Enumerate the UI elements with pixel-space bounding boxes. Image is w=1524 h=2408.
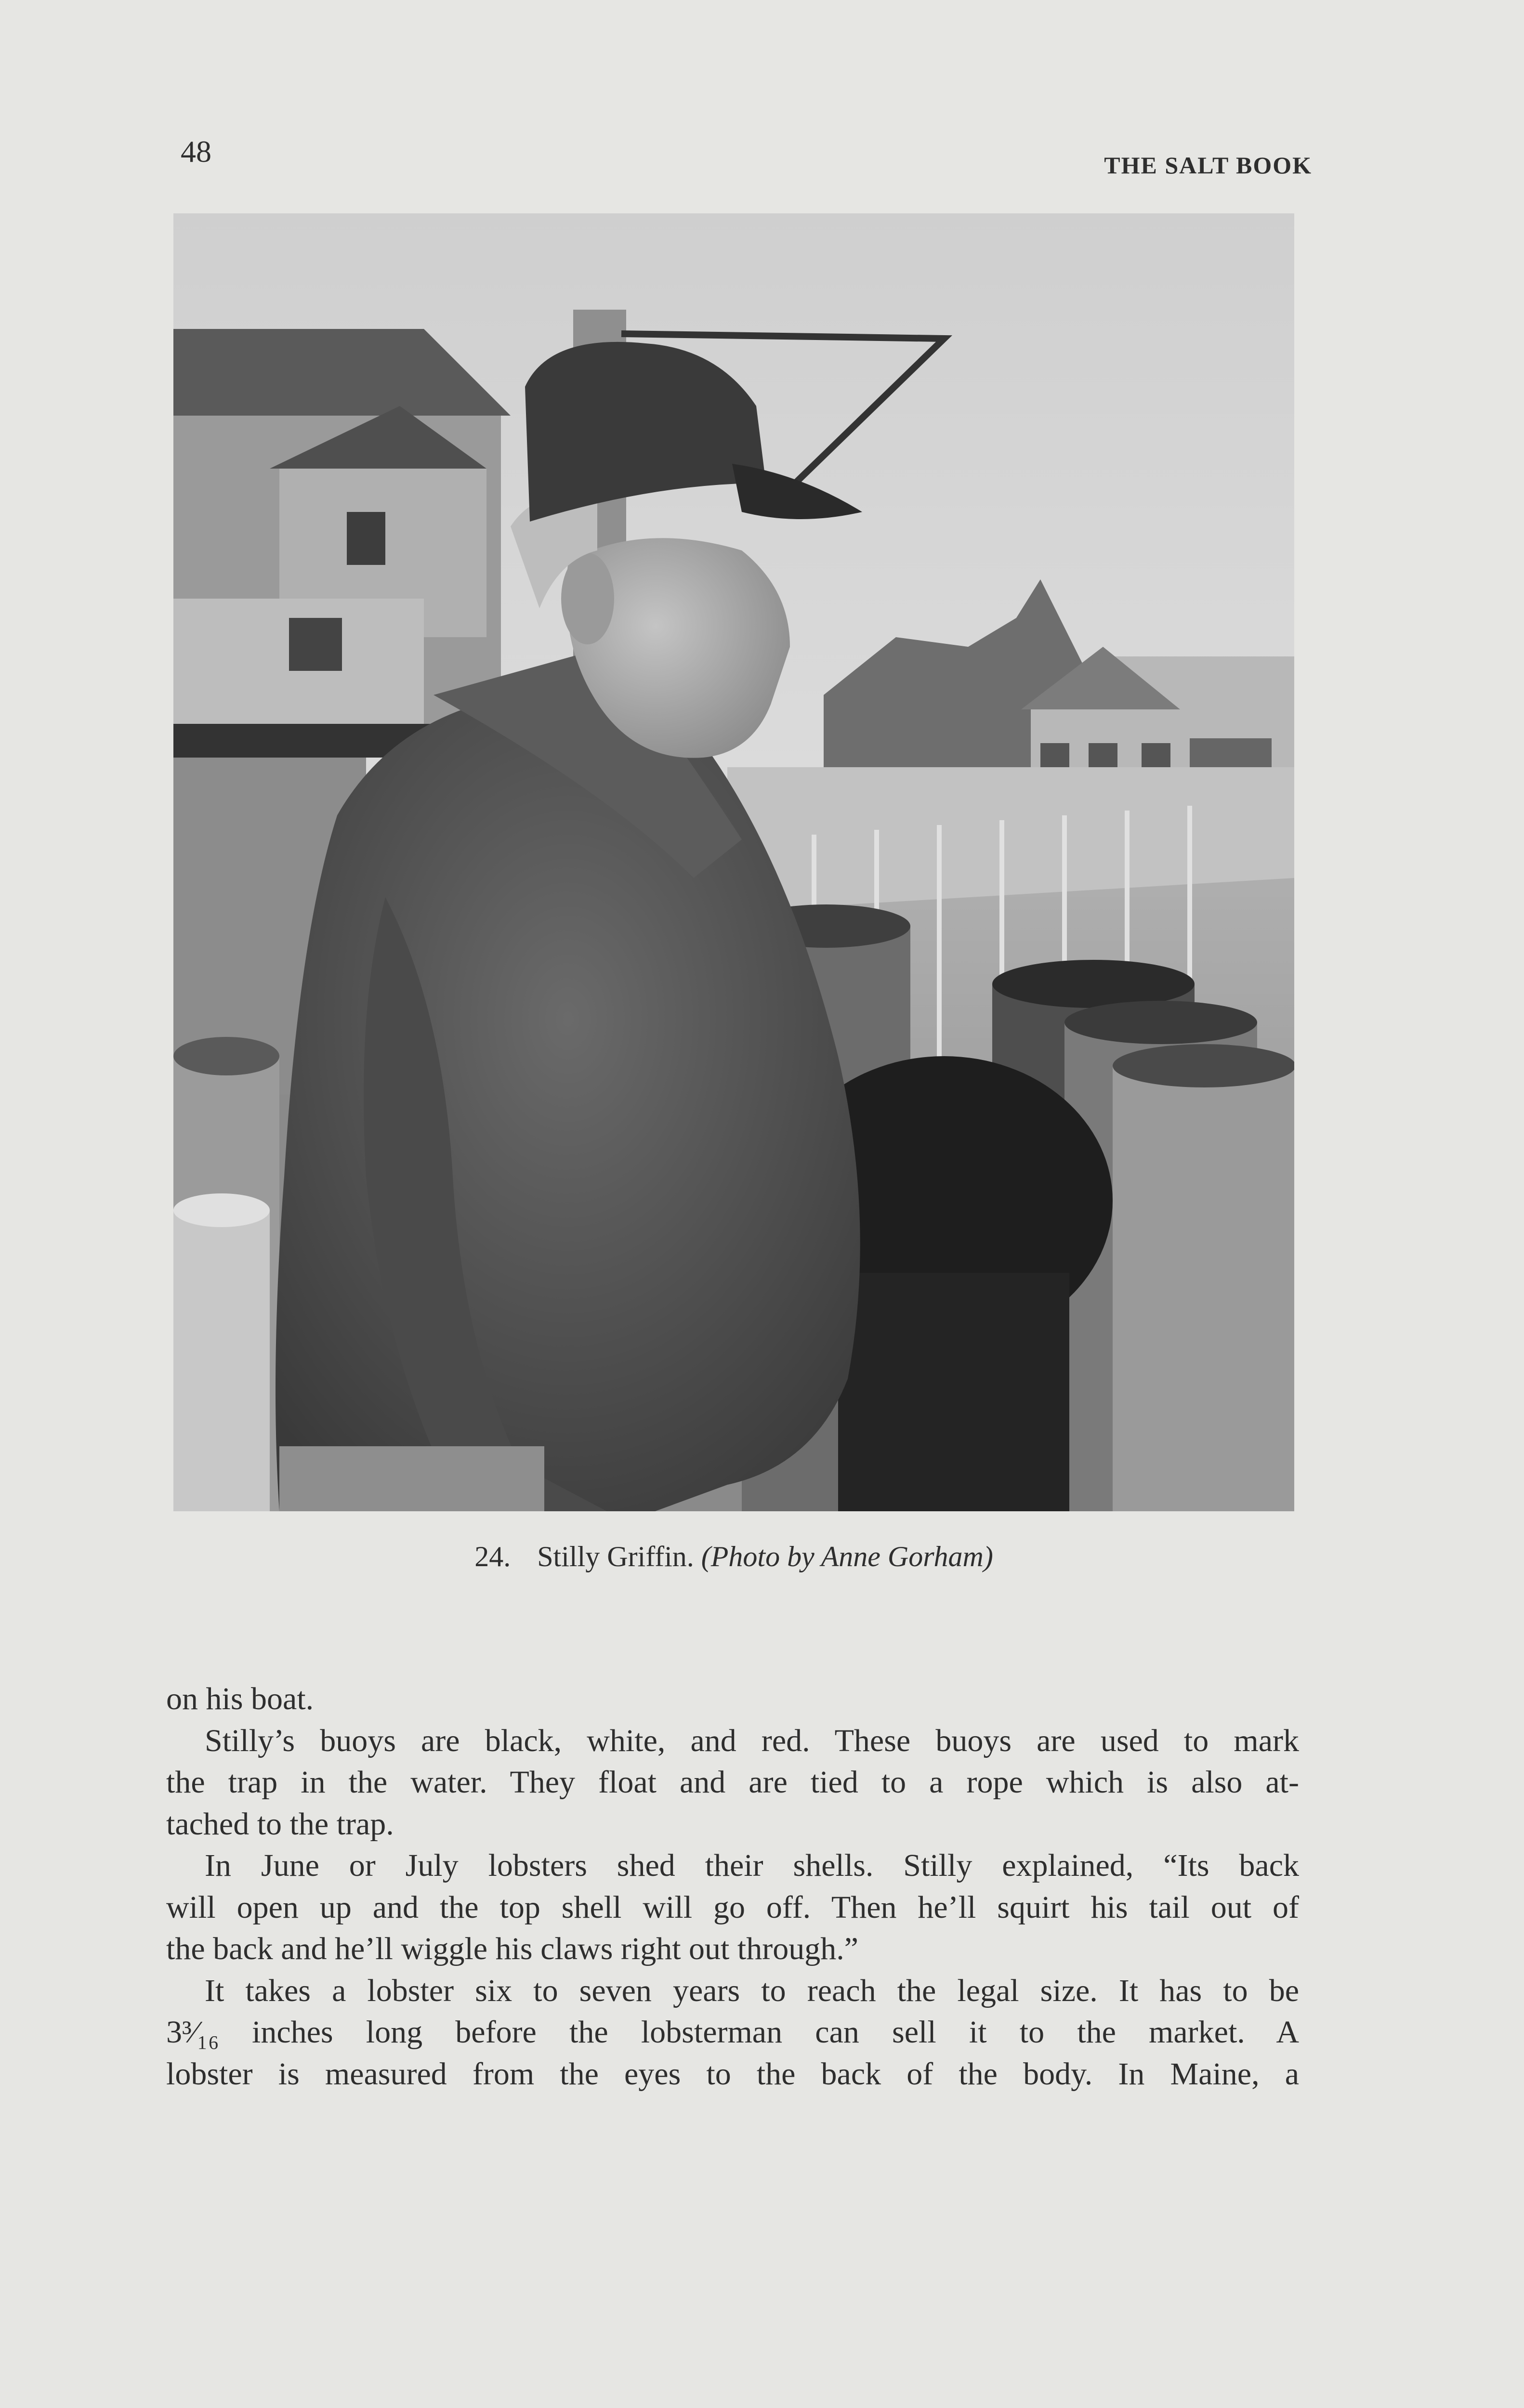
running-head: THE SALT BOOK xyxy=(1104,152,1312,179)
figure-subject: Stilly Griffin. xyxy=(537,1541,694,1572)
text-line: the back and he’ll wiggle his claws right out through.” xyxy=(166,1931,858,1966)
text-line: It takes a lobster six to seven years to reach the legal size. It has to be xyxy=(205,1973,1299,2008)
text-line: tached to the trap. xyxy=(166,1806,394,1842)
text-line: Stilly’s buoys are black, white, and red. These buoys are used to mark xyxy=(205,1723,1299,1758)
figure-caption xyxy=(173,1539,1294,1574)
text-line: lobster is measured from the eyes to the back of the body. In Maine, a xyxy=(166,2056,1299,2092)
text-line: In June or July lobsters shed their shells. Stilly explained, “Its back xyxy=(205,1848,1299,1883)
page-number: 48 xyxy=(181,134,211,169)
text-line: the trap in the water. They float and are tied to a rope which is also at- xyxy=(166,1765,1299,1800)
body-text xyxy=(166,1678,1299,2095)
photo-stilly-griffin xyxy=(173,213,1294,1511)
text-line: will open up and the top shell will go off. Then he’ll squirt his tail out of xyxy=(166,1889,1299,1925)
figure-number: 24. xyxy=(474,1541,511,1572)
text-line: 3³⁄₁₆ inches long before the lobsterman can sell it to the market. A xyxy=(166,2015,1299,2050)
photo-credit: (Photo by Anne Gorham) xyxy=(701,1541,993,1572)
text-line: on his boat. xyxy=(166,1681,314,1716)
